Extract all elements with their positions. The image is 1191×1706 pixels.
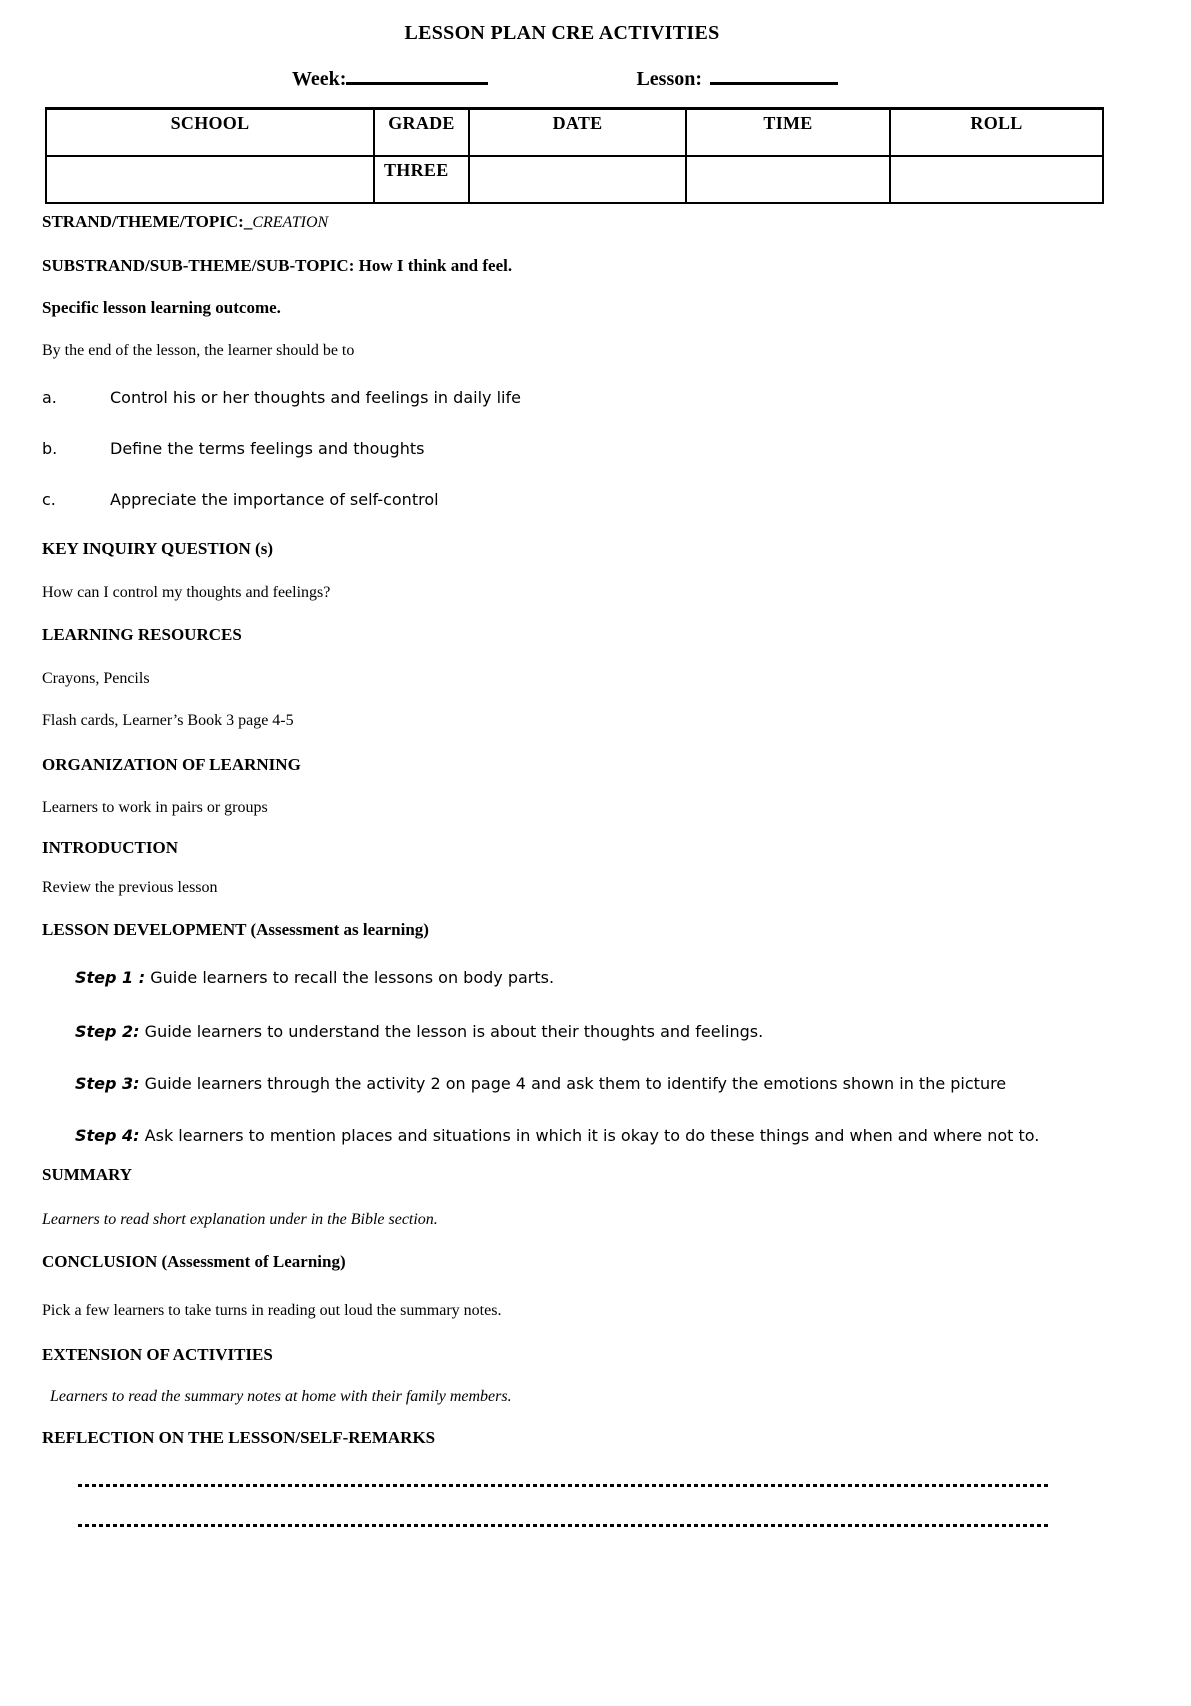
outcome-marker: c. (42, 489, 56, 509)
conclusion-text: Pick a few learners to take turns in reading out loud the summary notes. (42, 1301, 502, 1319)
page-title: LESSON PLAN CRE ACTIVITIES (404, 22, 720, 44)
col-header-time: TIME (686, 109, 890, 156)
week-lesson-row (42, 68, 1151, 90)
cell-time (686, 156, 890, 203)
introduction-heading: INTRODUCTION (42, 837, 179, 857)
outcome-marker: a. (42, 387, 57, 407)
outcome-item-b (42, 437, 1151, 461)
cell-school (46, 156, 374, 203)
col-header-grade: GRADE (374, 109, 469, 156)
cell-grade: THREE (374, 156, 469, 203)
outcome-text: Appreciate the importance of self-control (110, 489, 439, 509)
organization-text: Learners to work in pairs or groups (42, 798, 268, 816)
step-text: Ask learners to mention places and situations in which it is okay to do these things and when and where not to. (144, 1125, 1040, 1145)
step-label: Step 1 : (75, 967, 146, 987)
learning-resource-item: Flash cards, Learner’s Book 3 page 4-5 (42, 711, 294, 729)
outcome-item-a (42, 386, 1151, 410)
step-text: Guide learners to recall the lessons on body parts. (150, 967, 555, 987)
introduction-text: Review the previous lesson (42, 878, 218, 896)
week-label: Week: (292, 68, 347, 90)
step-label: Step 3: (75, 1073, 140, 1093)
learning-resource-item: Crayons, Pencils (42, 669, 150, 687)
reflection-fill-line-1 (78, 1484, 1050, 1487)
reflection-heading: REFLECTION ON THE LESSON/SELF-REMARKS (42, 1427, 436, 1447)
outcome-marker: b. (42, 438, 58, 458)
step-3 (75, 1067, 1083, 1101)
cell-roll (890, 156, 1103, 203)
lesson-plan-document (0, 22, 1191, 1527)
substrand-line: SUBSTRAND/SUB-THEME/SUB-TOPIC: How I think and feel. (42, 255, 513, 275)
col-header-roll: ROLL (890, 109, 1103, 156)
extension-text: Learners to read the summary notes at home with their family members. (50, 1387, 512, 1405)
lesson-blank-line (710, 69, 838, 85)
lesson-field (636, 68, 838, 90)
learning-resources-heading: LEARNING RESOURCES (42, 624, 242, 644)
conclusion-heading: CONCLUSION (Assessment of Learning) (42, 1251, 346, 1271)
info-table (45, 107, 1104, 204)
outcome-text: Define the terms feelings and thoughts (110, 438, 425, 458)
step-label: Step 4: (75, 1125, 140, 1145)
step-text: Guide learners to understand the lesson is about their thoughts and feelings. (144, 1021, 764, 1041)
info-table-header-row (46, 109, 1103, 156)
strand-separator: _ (243, 211, 253, 231)
reflection-fill-line-2 (78, 1524, 1050, 1527)
summary-text: Learners to read short explanation under in the Bible section. (42, 1210, 438, 1228)
extension-heading: EXTENSION OF ACTIVITIES (42, 1344, 273, 1364)
key-inquiry-heading: KEY INQUIRY QUESTION (s) (42, 538, 273, 558)
step-4 (75, 1119, 1083, 1153)
outcome-text: Control his or her thoughts and feelings in daily life (110, 387, 521, 407)
cell-date (469, 156, 686, 203)
step-text: Guide learners through the activity 2 on page 4 and ask them to identify the emotions shown in the picture (144, 1073, 1007, 1093)
strand-label: STRAND/THEME/TOPIC: (42, 211, 244, 231)
step-label: Step 2: (75, 1021, 140, 1041)
outcome-item-c (42, 488, 1151, 512)
summary-heading: SUMMARY (42, 1164, 133, 1184)
lesson-label: Lesson: (636, 68, 703, 90)
outcomes-intro: By the end of the lesson, the learner should be to (42, 341, 355, 359)
col-header-school: SCHOOL (46, 109, 374, 156)
week-field (292, 68, 488, 90)
key-inquiry-question: How can I control my thoughts and feelings? (42, 583, 331, 601)
lesson-development-heading: LESSON DEVELOPMENT (Assessment as learning) (42, 919, 429, 939)
outcomes-heading: Specific lesson learning outcome. (42, 297, 281, 317)
info-table-value-row (46, 156, 1103, 203)
strand-value: CREATION (252, 213, 329, 231)
organization-heading: ORGANIZATION OF LEARNING (42, 754, 301, 774)
step-1 (75, 961, 1083, 995)
strand-line (42, 211, 1151, 234)
step-2 (75, 1015, 1083, 1049)
col-header-date: DATE (469, 109, 686, 156)
week-blank-line (346, 69, 488, 85)
